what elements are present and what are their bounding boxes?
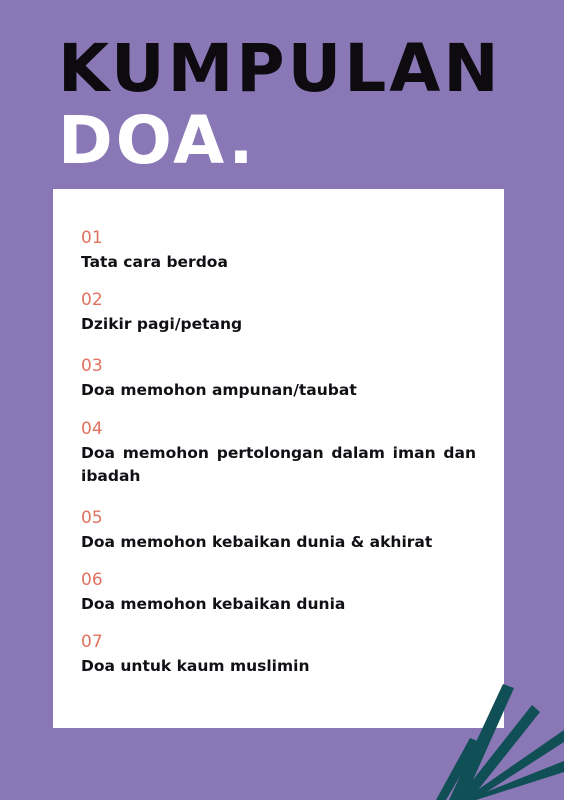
item-text: Doa untuk kaum muslimin	[81, 657, 310, 675]
list-item	[81, 418, 476, 488]
list-item	[81, 631, 476, 678]
list-item	[81, 507, 476, 554]
list-item	[81, 227, 476, 274]
title-line-2: DOA.	[58, 102, 257, 179]
item-number: 03	[81, 356, 103, 376]
contents-card	[53, 189, 504, 728]
item-number: 04	[81, 419, 103, 439]
item-number: 02	[81, 290, 103, 310]
item-text: Tata cara berdoa	[81, 253, 228, 271]
item-text: Doa memohon kebaikan dunia & akhirat	[81, 533, 433, 551]
item-text: Doa memohon kebaikan dunia	[81, 595, 346, 613]
ray-4	[466, 761, 564, 800]
item-number: 07	[81, 632, 103, 652]
title-line-1: KUMPULAN	[58, 30, 502, 107]
list-item	[81, 355, 476, 402]
list-item	[81, 569, 476, 616]
ray-3	[463, 730, 564, 800]
list-item	[81, 289, 476, 336]
item-number: 05	[81, 508, 103, 528]
item-text: Doa memohon ampunan/taubat	[81, 381, 357, 399]
item-text: Dzikir pagi/petang	[81, 315, 243, 333]
item-number: 01	[81, 228, 103, 248]
ray-5	[436, 738, 480, 800]
item-number: 06	[81, 570, 103, 590]
item-text: Doa memohon pertolongan dalam iman dan ibadah	[81, 444, 476, 485]
